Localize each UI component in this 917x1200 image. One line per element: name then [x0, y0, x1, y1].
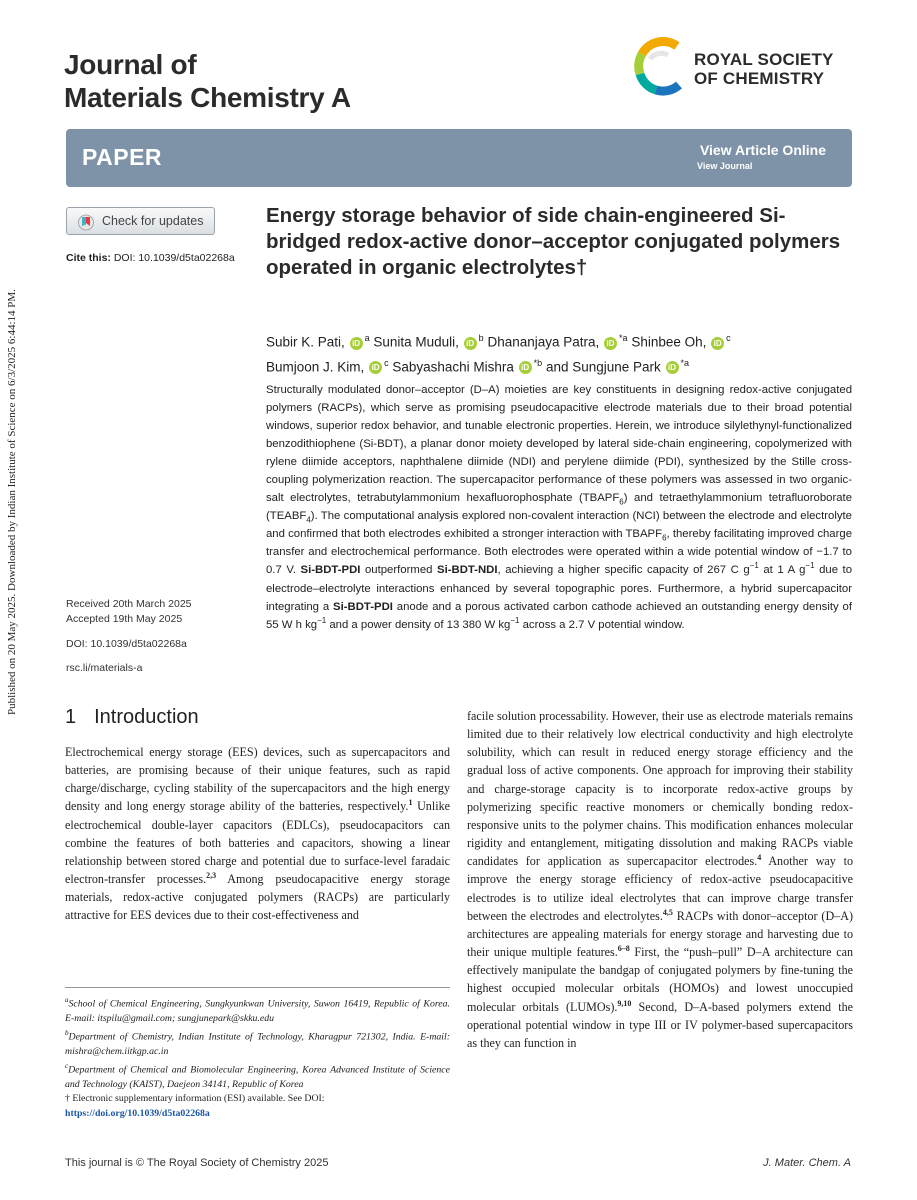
- publisher-name: ROYAL SOCIETY OF CHEMISTRY: [694, 50, 834, 88]
- abstract: Structurally modulated donor–acceptor (D–A) moieties are key constituents in designing redox-active conjugated polymers (RACPs), which serve as promising pseudocapacitive electrode materials due to their broad potential windows, superior redox behavior, and tunable electronic properties. Herein, we introduce silylethynyl-functionalized benzodithiophene (Si-BDT), a planar donor moiety developed by lateral side-chain engineering, copolymerized with rylene diimide acceptors, naphthalene diimide (NDI) and perylene diimide (PDI), synthesized by the Stille cross-coupling polymerization reaction. The supercapacitor performance of these polymers was assessed in two organic-salt electrolytes, tetrabutylammonium hexafluorophosphate $(TBAPF_6)$ and tetraethylammonium tetrafluoroborate $(TEABF_4)$. The computational analysis explored non-covalent interaction (NCI) between the electrode and electrolyte and confirmed that both electrodes exhibited a stronger interaction with $TBAPF_6$, thereby facilitating improved charge transfer and electrochemical performance. Both electrodes were operated within a wide potential window of −1.7 to 0.7 V. Si-BDT-PDI outperformed Si-BDT-NDI, achieving a higher specific capacity of 267 C $g^{-1}$ at 1 A $g^{-1}$ due to electrode–electrolyte interactions enhanced by several topographic pores. Furthermore, a hybrid supercapacitor integrating a Si-BDT-PDI anode and a porous activated carbon cathode achieved an outstanding energy density of 55 W h $kg^{-1}$ and a power density of 13 380 W $kg^{-1}$ across a 2.7 V potential window.: [266, 384, 853, 631]
- affiliation-a: $^a$School of Chemical Engineering, Sungkyunkwan University, Suwon 16419, Republic of Korea. E-mail: itspilu@gmail.com; sungjunepark@skku.edu: [65, 996, 450, 1025]
- author[interactable]: and Sungjune Park: [545, 359, 661, 374]
- article-type-banner: [66, 129, 852, 187]
- esi-note: † Electronic supplementary information (ESI) available. See DOI: https://doi.org/10.1039/d5ta02268a: [65, 1093, 325, 1119]
- orcid-icon[interactable]: iD: [711, 337, 724, 350]
- article-title: Energy storage behavior of side chain-engineered Si-bridged redox-active donor–acceptor conjugated polymers operated in organic electrolytes†: [266, 204, 841, 279]
- orcid-icon[interactable]: iD: [519, 361, 532, 374]
- affiliation-b: $^b$Department of Chemistry, Indian Institute of Technology, Kharagpur 721302, India. E-mail: mishra@chem.iitkgp.ac.in: [65, 1029, 450, 1058]
- author[interactable]: Subir K. Pati,: [266, 334, 345, 350]
- orcid-icon[interactable]: iD: [464, 337, 477, 350]
- author[interactable]: Sunita Muduli,: [373, 334, 459, 350]
- journal-title-line1: Journal of: [64, 49, 197, 80]
- esi-doi-link[interactable]: https://doi.org/10.1039/d5ta02268a: [65, 1108, 210, 1119]
- view-article-online-link[interactable]: View Article Online: [699, 142, 826, 158]
- accepted-date: Accepted 19th May 2025: [66, 613, 183, 625]
- author-list: Subir K. Pati, iD $^a$ Sunita Muduli, iD $^b$ Dhananjaya Patra, iD $^{*a}$ Shinbee Oh, iD $^c$ Bumjoon J. Kim, iD $^c$ Sabyashachi Mishra iD $^{*b}$ and Sungjune Park iD $^{*a}$: [266, 333, 731, 374]
- received-date: Received 20th March 2025: [66, 598, 192, 610]
- view-journal-link[interactable]: View Journal: [697, 161, 753, 171]
- check-for-updates-button[interactable]: Check for updates: [66, 207, 215, 235]
- orcid-icon[interactable]: iD: [350, 337, 363, 350]
- author[interactable]: Shinbee Oh,: [631, 334, 707, 350]
- section-heading: 1 Introduction: [65, 706, 199, 728]
- cite-this: Cite this: DOI: 10.1039/d5ta02268a: [66, 252, 235, 264]
- cite-doi: DOI: 10.1039/d5ta02268a: [113, 252, 235, 264]
- body-text-column-1: Electrochemical energy storage (EES) devices, such as supercapacitors and batteries, are promising because of their unique features, such as rapid charge/discharge, cycling stability of the supercapacitors and the high energy density and long energy storage ability of the batteries, respectively.$^1$ Unlike electrochemical double-layer capacitors (EDLCs), pseudocapacitors can combine the features of both batteries and capacitors, showing a linear relationship between stored charge and potential due to surface-level faradaic electron-transfer processes.$^{2,3}$ Among pseudocapacitive energy storage materials, redox-active conjugated polymers (RACPs) are particularly attractive for EES devices due to their cost-effectiveness and: [65, 745, 451, 923]
- footnote-divider: [65, 987, 450, 988]
- author[interactable]: Sabyashachi Mishra: [392, 359, 514, 374]
- orcid-icon[interactable]: iD: [604, 337, 617, 350]
- author[interactable]: Dhananjaya Patra,: [487, 334, 600, 350]
- citation-ref[interactable]: 6–8: [617, 944, 630, 953]
- journal-link[interactable]: rsc.li/materials-a: [66, 662, 143, 674]
- copyright-footer: This journal is © The Royal Society of Chemistry 2025: [65, 1157, 329, 1169]
- publisher-logo[interactable]: [632, 36, 852, 100]
- citation-ref[interactable]: 4,5: [662, 907, 673, 917]
- rsc-ring-icon: [632, 36, 690, 98]
- citation-ref[interactable]: 1: [408, 798, 413, 808]
- orcid-icon[interactable]: iD: [369, 361, 382, 374]
- article-type-label: PAPER: [82, 144, 163, 170]
- article-doi: DOI: 10.1039/d5ta02268a: [66, 638, 187, 650]
- author[interactable]: Bumjoon J. Kim,: [266, 359, 365, 374]
- affiliation-c: $^c$Department of Chemical and Biomolecular Engineering, Korea Advanced Institute of Science and Technology (KAIST), Daejeon 34141, Republic of Korea: [65, 1062, 450, 1091]
- orcid-icon[interactable]: iD: [666, 361, 679, 374]
- citation-ref[interactable]: 4: [757, 853, 762, 863]
- citation-ref[interactable]: 2,3: [206, 871, 217, 881]
- download-stamp: Published on 20 May 2025. Downloaded by Indian Institute of Science on 6/3/2025 6:44:14 PM.: [6, 289, 18, 715]
- journal-title-line2: Materials Chemistry A: [64, 82, 351, 113]
- citation-ref[interactable]: 9,10: [617, 998, 632, 1008]
- crossmark-icon: [77, 214, 95, 231]
- journal-title: [64, 48, 351, 114]
- body-text-column-2: facile solution processability. However, their use as electrode materials remains limited due to their relatively low electrical conductivity and high electrolyte solubility, which can result in reduced energy storage efficiency and the gradual loss of active components. One approach for improving their stability and charge-storage capacity is to incorporate redox-active groups by polymerizing specific reactive monomers or chemically bonding redox-responsive units to the polymer chains. This modification enhances molecular rigidity and entanglement, mitigating dissolution and making RACPs viable candidates for application as supercapacitor electrodes.$^4$ Another way to improve the energy storage efficiency of redox-active pseudocapacitive electrodes is to utilize ideal electrolytes that can improve charge transfer between the electrodes and electrolytes.$^{4,5}$ RACPs with donor–acceptor (D–A) architectures are appealing materials for energy storage and harvesting due to their unique multiple features.$^{6-8}$ First, the “push–pull” D–A architecture can effectively manipulate the bandgap of conjugated polymers by fine-tuning the highest occupied molecular orbitals (HOMOs) and lowest unoccupied molecular orbitals (LUMOs).$^{9,10}$ Second, D–A-based polymers extend the operational potential window in type III or IV polymer-based supercapacitors as they can function in: [467, 709, 853, 1050]
- journal-abbrev-footer: J. Mater. Chem. A: [763, 1157, 851, 1169]
